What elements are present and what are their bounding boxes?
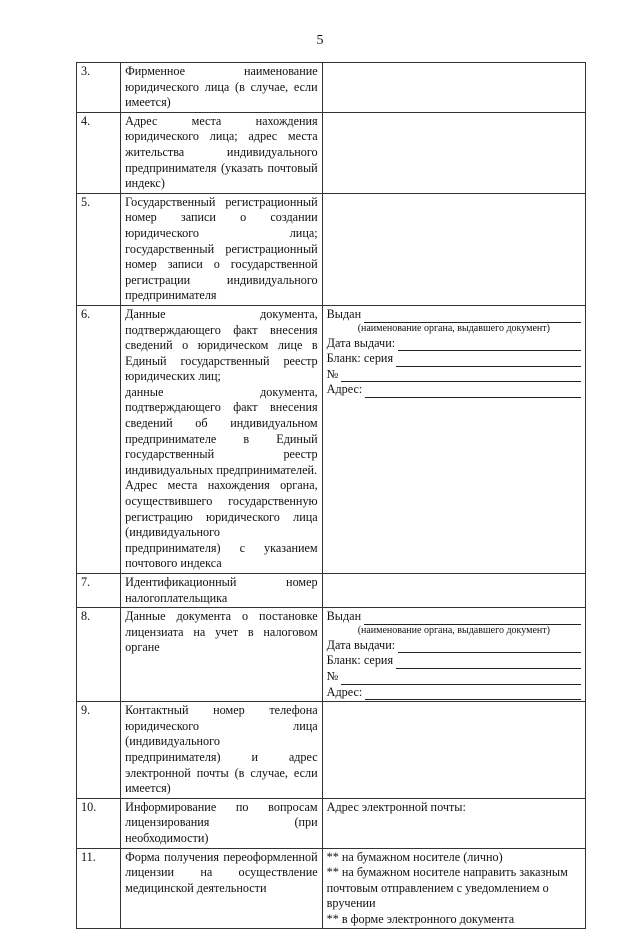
row-description: Форма получения переоформленной лицензии на осуществление медицинской деятельности [121, 848, 323, 929]
issue-date-field[interactable] [327, 638, 581, 654]
page-number: 5 [316, 33, 324, 48]
row-description: Адрес места нахождения юридического лица; адрес места жительства индивидуального предпринимателя (указать почтовый индекс) [121, 112, 323, 193]
address-field[interactable] [327, 685, 581, 701]
row-description: Контактный номер телефона юридического лица (индивидуального предпринимателя) и адрес электронной почты (в случае, если имеется) [121, 702, 323, 799]
row-value-cell[interactable] [322, 702, 585, 799]
table-row [77, 702, 586, 799]
number-line[interactable] [341, 370, 581, 382]
row-value-cell[interactable] [322, 63, 585, 113]
issue-date-field[interactable] [327, 336, 581, 352]
email-address-cell[interactable]: Адрес электронной почты: [322, 798, 585, 848]
option-mark: ** [326, 911, 339, 926]
form-series-label: Бланк: серия [326, 653, 394, 668]
issued-by-field[interactable] [327, 307, 581, 323]
form-series-field[interactable] [327, 351, 581, 367]
issued-by-line[interactable] [364, 613, 581, 625]
row-number: 5. [77, 193, 121, 305]
issue-date-line[interactable] [398, 641, 581, 653]
number-label: № [326, 668, 339, 683]
row-description: Идентификационный номер налогоплательщика [121, 574, 323, 608]
address-label: Адрес: [326, 382, 363, 397]
row-number: 6. [77, 305, 121, 573]
row-description: Информирование по вопросам лицензирования (при необходимости) [121, 798, 323, 848]
table-row [77, 63, 586, 113]
row-value-cell[interactable] [322, 574, 585, 608]
document-details-cell [322, 305, 585, 573]
form-series-field[interactable] [327, 653, 581, 669]
address-line[interactable] [365, 386, 581, 398]
address-field[interactable] [327, 382, 581, 398]
delivery-options-cell [322, 848, 585, 929]
option-text: на бумажном носителе направить заказным почтовым отправлением с уведомлением о вручении [326, 865, 568, 911]
table-row [77, 193, 586, 305]
issued-by-field[interactable] [327, 609, 581, 625]
row-description: Фирменное наименование юридического лица (в случае, если имеется) [121, 63, 323, 113]
row-description: Данные документа о постановке лицензиата на учет в налоговом органе [121, 608, 323, 702]
row-number: 9. [77, 702, 121, 799]
option-text: в форме электронного документа [341, 911, 515, 926]
issue-date-line[interactable] [398, 339, 581, 351]
table-row [77, 798, 586, 848]
number-label: № [326, 366, 339, 381]
form-series-label: Бланк: серия [326, 351, 394, 366]
row-description [121, 305, 323, 573]
row-number: 8. [77, 608, 121, 702]
document-details-cell [322, 608, 585, 702]
issue-date-label: Дата выдачи: [326, 637, 396, 652]
address-line[interactable] [365, 688, 581, 700]
option-mark: ** [326, 865, 339, 880]
issued-by-hint: (наименование органа, выдавшего документ) [357, 322, 550, 334]
issued-by-label: Выдан [326, 609, 362, 624]
issue-date-label: Дата выдачи: [326, 335, 396, 350]
row-description: Государственный регистрационный номер записи о создании юридического лица; государственный регистрационный номер записи о государственной регистрации индивидуального предпринимателя [121, 193, 323, 305]
row-value-cell[interactable] [322, 112, 585, 193]
description-paragraph: данные документа, подтверждающего факт внесения сведений об индивидуальном предпринимателе в Единый государственный реестр индивидуальных предпринимателей. [125, 384, 318, 477]
row-number: 3. [77, 63, 121, 113]
row-number: 4. [77, 112, 121, 193]
row-number: 11. [77, 848, 121, 929]
description-paragraph: Адрес места нахождения органа, осуществившего государственную регистрацию юридического лица (индивидуального предпринимателя) с указанием почтового индекса [125, 478, 318, 571]
number-field[interactable] [327, 367, 581, 383]
row-number: 10. [77, 798, 121, 848]
application-form-table [76, 62, 586, 929]
table-row [77, 848, 586, 929]
number-line[interactable] [341, 673, 581, 685]
table-row [77, 305, 586, 573]
form-series-line[interactable] [396, 657, 581, 669]
address-label: Адрес: [326, 684, 363, 699]
delivery-option-paper-personal[interactable] [327, 850, 581, 866]
description-paragraph: Данные документа, подтверждающего факт внесения сведений о юридическом лице в Единый государственный реестр юридических лиц; [125, 306, 318, 384]
issued-by-line[interactable] [364, 311, 581, 323]
row-number: 7. [77, 574, 121, 608]
table-row [77, 608, 586, 702]
option-text: на бумажном носителе (лично) [341, 849, 503, 864]
number-field[interactable] [327, 669, 581, 685]
table-row [77, 574, 586, 608]
row-value-cell[interactable] [322, 193, 585, 305]
issued-by-label: Выдан [326, 306, 362, 321]
table-row [77, 112, 586, 193]
delivery-option-electronic[interactable] [327, 912, 581, 928]
issued-by-hint: (наименование органа, выдавшего документ) [357, 624, 550, 636]
option-mark: ** [326, 849, 339, 864]
form-series-line[interactable] [396, 355, 581, 367]
